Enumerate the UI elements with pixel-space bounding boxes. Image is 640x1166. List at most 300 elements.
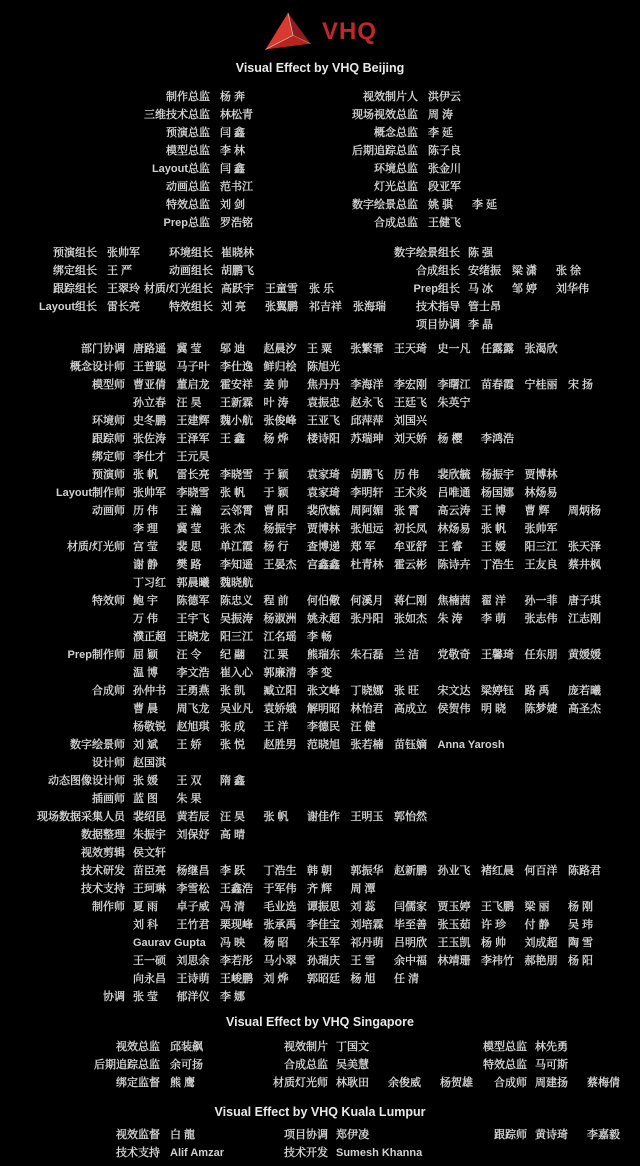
credit-name: 赵晨汐 — [263, 343, 297, 355]
crew-row — [0, 592, 640, 610]
credit-row — [420, 1126, 639, 1144]
credit-name: 张翼鹏 — [265, 301, 298, 313]
credit-role-label: 特效师 — [92, 595, 125, 607]
credit-row — [0, 1056, 222, 1074]
credit-role-label: 现场视效总监 — [352, 109, 418, 121]
credit-name: 孙立春 — [133, 397, 166, 409]
credit-name: 王亚飞 — [307, 415, 340, 427]
credit-name: 屈 颖 — [133, 649, 159, 661]
credit-role-label: 部门协调 — [81, 343, 125, 355]
credit-names — [428, 106, 472, 124]
credit-name: 冯 清 — [220, 901, 246, 913]
credit-role-label: 动画组长 — [169, 265, 213, 277]
credit-role-label: 环境师 — [92, 415, 125, 427]
credit-name: 贾博林 — [307, 523, 340, 535]
credit-names — [428, 196, 516, 214]
credit-name: 周阿媚 — [350, 505, 384, 517]
crew-row — [0, 826, 640, 844]
credit-name: 汪 昊 — [176, 397, 202, 409]
singapore-title: Visual Effect by VHQ Singapore — [225, 1015, 414, 1029]
credit-role-label: 数据整理 — [81, 829, 125, 841]
credit-name: 林耿田 — [336, 1077, 369, 1089]
credit-name: 王一硕 — [133, 955, 166, 967]
credit-row — [330, 214, 640, 232]
credit-name: 吕明欣 — [394, 937, 427, 949]
credit-name: 杨 刚 — [568, 901, 594, 913]
credit-name: 兰 洁 — [394, 649, 420, 661]
credit-name: 党敬奇 — [437, 649, 471, 661]
credit-name: 王珂琳 — [133, 883, 166, 895]
crew-row — [0, 718, 640, 736]
credit-role-label: Layout总监 — [151, 163, 210, 175]
credit-name: 郭振华 — [350, 865, 384, 877]
credit-role-label: 数字绘景组长 — [394, 247, 460, 259]
credit-name: 王宇飞 — [176, 613, 210, 625]
credit-name: 王 双 — [176, 775, 202, 787]
credit-name: 李若彤 — [220, 955, 253, 967]
credit-name: 苗臣亮 — [133, 865, 166, 877]
credit-role-label: 环境组长 — [169, 247, 213, 259]
credit-name: 周 潭 — [350, 883, 376, 895]
credit-name: 邹 婷 — [512, 283, 538, 295]
credit-name: 袁娇娥 — [263, 703, 297, 715]
credit-name: 何溪月 — [350, 595, 384, 607]
credit-role-label: 技术开发 — [284, 1147, 328, 1159]
credit-role-label — [0, 520, 125, 538]
credit-names — [535, 1056, 587, 1074]
credit-role-label: 预演总监 — [166, 127, 210, 139]
credit-name: 张 帆 — [481, 523, 507, 535]
credit-name: 杨 烨 — [263, 433, 289, 445]
credit-name: 程 前 — [263, 595, 289, 607]
credit-name: 王术炎 — [394, 487, 427, 499]
credit-name: 孙仲书 — [133, 685, 166, 697]
credit-name: 曹 辉 — [524, 505, 550, 517]
credit-name: 丁国文 — [336, 1041, 369, 1053]
credit-name: 苗钰嫡 — [394, 739, 427, 751]
credit-names — [170, 1056, 222, 1074]
credit-name: 韩 朝 — [307, 865, 333, 877]
pyramid-icon — [263, 11, 313, 53]
credit-name: 杨振宇 — [263, 523, 297, 535]
credit-name: 杨贺雄 — [440, 1077, 473, 1089]
credit-name: 王天琦 — [394, 343, 427, 355]
credit-name: 李 萌 — [481, 613, 507, 625]
credit-row — [0, 1038, 222, 1056]
credit-name: 张帅军 — [524, 523, 558, 535]
credit-name: 张佐涛 — [133, 433, 166, 445]
credit-name: 裴欣毓 — [437, 469, 471, 481]
credit-role-label: 技术研发 — [81, 865, 125, 877]
credit-name: 王明玉 — [350, 811, 384, 823]
credit-name: 周飞龙 — [176, 703, 210, 715]
crew-row — [0, 520, 640, 538]
credit-name: 闫 鑫 — [220, 127, 246, 139]
credit-name: 吴振涛 — [220, 613, 253, 625]
credit-row — [420, 1056, 639, 1074]
credit-name: 张 旺 — [394, 685, 420, 697]
credit-name: 王 瀚 — [176, 505, 202, 517]
credit-name: 冀 莹 — [176, 343, 202, 355]
credit-name: 张海瑞 — [353, 301, 386, 313]
crew-row — [0, 700, 640, 718]
credit-name: 王玉凯 — [437, 937, 471, 949]
crew-row — [0, 394, 640, 412]
beijing-crew-list — [0, 340, 640, 1006]
credit-name: 马 冰 — [468, 283, 494, 295]
credit-row — [330, 196, 640, 214]
credit-role-label: 数字绘景总监 — [352, 199, 418, 211]
kuala-lumpur-credits — [0, 1126, 640, 1162]
credit-name: 夏 雨 — [133, 901, 159, 913]
credit-name: 史一凡 — [437, 343, 471, 355]
credit-name: 杨 行 — [263, 541, 289, 553]
credit-name: 洪伊云 — [428, 91, 461, 103]
credit-row — [330, 106, 640, 124]
credit-role-label: 特效总监 — [166, 199, 210, 211]
kuala-lumpur-col1 — [0, 1126, 235, 1162]
credit-name: 王晓龙 — [176, 631, 210, 643]
credit-row — [240, 1144, 433, 1162]
credit-role-label: 跟踪组长 — [53, 283, 97, 295]
credit-role-label — [0, 394, 125, 412]
credit-name: 张 霄 — [394, 505, 420, 517]
credit-name: 郑伊凌 — [336, 1129, 369, 1141]
credit-name: 李 延 — [472, 199, 498, 211]
credit-name: 段亚军 — [428, 181, 461, 193]
credit-name: 陈德军 — [176, 595, 210, 607]
credit-name: 苗春霞 — [481, 379, 514, 391]
crew-row — [0, 970, 640, 988]
credit-name: 雷长亮 — [176, 469, 210, 481]
crew-row — [0, 880, 640, 898]
credit-name: 刘 剑 — [220, 199, 246, 211]
credit-role-label: 动态图像设计师 — [48, 775, 125, 787]
credit-name: 姚 骐 — [428, 199, 454, 211]
credit-name: 郭廉清 — [263, 667, 297, 679]
credit-row — [345, 262, 600, 280]
credit-role-label: 灯光总监 — [374, 181, 418, 193]
credit-name: 历 伟 — [133, 505, 159, 517]
kuala-lumpur-col3 — [420, 1126, 639, 1144]
credit-role-label: 材质/灯光师 — [66, 541, 125, 553]
credit-name: 何百洋 — [524, 865, 558, 877]
crew-row — [0, 448, 640, 466]
credit-row — [420, 1074, 639, 1092]
credit-name: 张 悦 — [220, 739, 246, 751]
credit-name: 赵胜男 — [263, 739, 297, 751]
credit-name: 王 严 — [107, 265, 133, 277]
beijing-leads — [0, 244, 640, 334]
credit-name: 王 博 — [481, 505, 507, 517]
credit-row — [345, 316, 600, 334]
credit-name: 罗浩铭 — [220, 217, 253, 229]
credit-names — [468, 262, 600, 280]
credit-name: 任东朋 — [524, 649, 558, 661]
credit-name: 许 珍 — [481, 919, 507, 931]
credit-name: 张 媛 — [133, 775, 159, 787]
credit-name: 臧立阳 — [263, 685, 297, 697]
credit-name: 何伯儆 — [307, 595, 340, 607]
credit-name: 魏晓航 — [220, 577, 253, 589]
credit-name: 李 娜 — [220, 991, 246, 1003]
credit-name: 刘成超 — [524, 937, 558, 949]
crew-row — [0, 358, 640, 376]
credit-names — [170, 1038, 222, 1056]
credit-name: 阳三江 — [524, 541, 558, 553]
credit-name: 王诗萌 — [176, 973, 210, 985]
credit-role-label — [0, 664, 125, 682]
credit-name: 余俊威 — [388, 1077, 421, 1089]
credit-name: 李仕逸 — [220, 361, 253, 373]
credit-name: 李曙江 — [437, 379, 471, 391]
credit-name: 付 静 — [524, 919, 550, 931]
credit-role-label — [0, 574, 125, 592]
credit-names — [220, 178, 264, 196]
credit-name: 孙瑞庆 — [307, 955, 340, 967]
credit-name: 林怡君 — [350, 703, 384, 715]
credit-name: 雷长亮 — [107, 301, 140, 313]
credit-name: 胡鹏飞 — [221, 265, 254, 277]
credit-name: 汪 健 — [350, 721, 376, 733]
crew-row — [0, 916, 640, 934]
credit-name: 郭晨曦 — [176, 577, 210, 589]
credit-name: 曹 晨 — [133, 703, 159, 715]
credit-name: 刘思余 — [176, 955, 210, 967]
crew-row — [0, 754, 640, 772]
credit-name: 吴 玮 — [568, 919, 594, 931]
credit-name: 王泽军 — [176, 433, 210, 445]
credit-role-label: 预演组长 — [53, 247, 97, 259]
credit-names — [170, 1074, 222, 1092]
credit-name: 张玉茹 — [437, 919, 471, 931]
credit-name: 王 鑫 — [220, 433, 246, 445]
credit-name: 赵永飞 — [350, 397, 384, 409]
credit-name: 李晓雪 — [220, 469, 253, 481]
credit-name: 黄媛媛 — [568, 649, 601, 661]
credit-name: 刘 斌 — [133, 739, 159, 751]
credit-role-label: 特效总监 — [483, 1059, 527, 1071]
crew-row — [0, 376, 640, 394]
credit-name: 杨淑洲 — [263, 613, 297, 625]
credit-name: 裴 思 — [176, 541, 202, 553]
credit-name: 朱 果 — [176, 793, 202, 805]
credit-name: 马子叶 — [176, 361, 210, 373]
crew-row — [0, 664, 640, 682]
credit-name: 王童雪 — [265, 283, 298, 295]
credit-name: 周炳杨 — [568, 505, 601, 517]
credit-role-label: 视效监督 — [116, 1129, 160, 1141]
crew-row — [0, 610, 640, 628]
credit-name: 梁 丽 — [524, 901, 550, 913]
credit-name: 江 栗 — [263, 649, 289, 661]
credit-name: 霍云彬 — [394, 559, 427, 571]
credit-name: 高跃宇 — [221, 283, 254, 295]
credit-name: 赵国淇 — [133, 757, 166, 769]
credit-name: 熊 鹰 — [170, 1077, 196, 1089]
credit-role-label: 项目协调 — [284, 1129, 328, 1141]
credit-name: 蒋仁刚 — [394, 595, 427, 607]
credit-role-label: 制作师 — [92, 901, 125, 913]
credit-names — [170, 1126, 222, 1144]
credit-name: 李 晶 — [468, 319, 494, 331]
credit-role-label: 模型师 — [92, 379, 125, 391]
credit-role-label — [0, 916, 125, 934]
credit-name: 路 禹 — [524, 685, 550, 697]
credit-name: 袁家琦 — [307, 469, 340, 481]
credit-name: 李晓雪 — [176, 487, 210, 499]
credit-role-label: 后期追踪总监 — [352, 145, 418, 157]
credit-names — [535, 1126, 639, 1144]
crew-row — [0, 808, 640, 826]
crew-row — [0, 682, 640, 700]
credit-name: 冯 映 — [220, 937, 246, 949]
credit-names — [221, 280, 353, 298]
credit-names — [336, 1144, 433, 1162]
kuala-lumpur-col2 — [240, 1126, 433, 1162]
credit-row — [0, 214, 330, 232]
credit-name: 王峻鹏 — [220, 973, 253, 985]
credit-row — [0, 124, 330, 142]
crew-row — [0, 538, 640, 556]
credit-name: 熊瑞东 — [307, 649, 340, 661]
credit-name: 赵新鹏 — [394, 865, 427, 877]
credit-name: 任 清 — [394, 973, 420, 985]
crew-row — [0, 952, 640, 970]
credit-name: 贾玉婷 — [437, 901, 471, 913]
crew-row — [0, 430, 640, 448]
credit-name: 杨 阳 — [568, 955, 594, 967]
credit-name: 纪 翮 — [220, 649, 246, 661]
credit-name: 阳三江 — [220, 631, 253, 643]
credit-name: 李海洋 — [350, 379, 384, 391]
credit-name: 闫 鑫 — [220, 163, 246, 175]
credit-names — [220, 88, 264, 106]
credit-name: 于 颖 — [263, 469, 289, 481]
credit-name: 郭昭廷 — [307, 973, 340, 985]
credit-name: 丁习红 — [133, 577, 166, 589]
credit-name: 黄若辰 — [176, 811, 210, 823]
credit-name: 张渴欣 — [524, 343, 558, 355]
credit-row — [345, 280, 600, 298]
credit-names — [220, 214, 264, 232]
credit-name: 万 伟 — [133, 613, 159, 625]
credit-name: 孙业飞 — [437, 865, 471, 877]
credit-name: 刘天娇 — [394, 433, 427, 445]
crew-row — [0, 772, 640, 790]
credit-name: 侯贺伟 — [437, 703, 471, 715]
credit-role-label: 动画师 — [92, 505, 125, 517]
credit-name: 丁浩生 — [481, 559, 514, 571]
credit-name: 朱玉军 — [307, 937, 340, 949]
credit-name: 云邻霄 — [220, 505, 253, 517]
credit-name: 庞若曦 — [568, 685, 601, 697]
credit-role-label: Layout组长 — [38, 301, 97, 313]
credit-name: 张天泽 — [568, 541, 601, 553]
credit-name: 解明昭 — [307, 703, 340, 715]
credit-name: 王飞鹏 — [481, 901, 514, 913]
crew-row — [0, 934, 640, 952]
credit-role-label: 绑定监督 — [116, 1077, 160, 1089]
credit-name: 范书江 — [220, 181, 253, 193]
credit-role-label: 合成总监 — [374, 217, 418, 229]
credit-name: 张 凯 — [220, 685, 246, 697]
credit-role-label: 后期追踪总监 — [94, 1059, 160, 1071]
crew-row — [0, 646, 640, 664]
credit-role-label: 合成师 — [92, 685, 125, 697]
credit-name: 刘国兴 — [394, 415, 427, 427]
credit-name: 范晓旭 — [307, 739, 340, 751]
credit-names — [428, 88, 472, 106]
credit-name: 翟 洋 — [481, 595, 507, 607]
credit-name: 丁晓娜 — [350, 685, 384, 697]
credit-role-label: 材质/灯光组长 — [143, 283, 213, 295]
credit-name: 丁浩生 — [263, 865, 297, 877]
crew-row — [0, 736, 640, 754]
singapore-col1 — [0, 1038, 222, 1092]
credit-name: 黄诗琦 — [535, 1129, 568, 1141]
credit-name: 王友良 — [524, 559, 558, 571]
credit-name: 陈 强 — [468, 247, 494, 259]
credit-name: 朱振宇 — [133, 829, 166, 841]
credit-names — [221, 262, 265, 280]
credit-role-label: 视效剪辑 — [81, 847, 125, 859]
credit-names — [428, 142, 472, 160]
credit-name: 高云涛 — [437, 505, 471, 517]
credit-name: 杜青林 — [350, 559, 384, 571]
credit-role-label — [0, 970, 125, 988]
credit-name: 高成立 — [394, 703, 427, 715]
crew-row — [0, 574, 640, 592]
credit-name: Alif Amzar — [170, 1147, 224, 1159]
credit-name: 张 徐 — [556, 265, 582, 277]
credit-name: 王普聪 — [133, 361, 166, 373]
credit-name: 陈路君 — [568, 865, 601, 877]
crew-row — [0, 898, 640, 916]
credit-name: 杨 奔 — [220, 91, 246, 103]
credit-name: 蔡梅倩 — [587, 1077, 620, 1089]
credit-names — [220, 124, 264, 142]
credit-role-label: 插画师 — [92, 793, 125, 805]
credit-name: 张 成 — [220, 721, 246, 733]
credit-role-label: 绑定师 — [92, 451, 125, 463]
credit-names — [535, 1074, 639, 1092]
credit-name: 李德民 — [307, 721, 340, 733]
credit-name: 温 博 — [133, 667, 159, 679]
credit-name: 李雪松 — [176, 883, 210, 895]
credit-names — [220, 106, 264, 124]
credit-row — [0, 160, 330, 178]
credit-name: 刘培霖 — [350, 919, 384, 931]
credit-name: 唐路遥 — [133, 343, 166, 355]
credit-name: 任露露 — [481, 343, 514, 355]
crew-row — [0, 790, 640, 808]
credit-role-label: 制作总监 — [166, 91, 210, 103]
credit-name: 李 畅 — [307, 631, 333, 643]
credit-name: 鲍 宇 — [133, 595, 159, 607]
credit-role-label: 技术指导 — [416, 301, 460, 313]
credit-name: 赵旭琪 — [176, 721, 210, 733]
credit-name: 魏小航 — [220, 415, 253, 427]
credit-name: 邱萍萍 — [350, 415, 384, 427]
credit-name: 濮正超 — [133, 631, 166, 643]
credit-row — [240, 1126, 433, 1144]
credit-name: 林炀易 — [524, 487, 558, 499]
credit-name: 王 睿 — [437, 541, 463, 553]
credit-role-label: 协调 — [103, 991, 125, 1003]
credit-names — [170, 1144, 235, 1162]
credit-name: 林松青 — [220, 109, 253, 121]
